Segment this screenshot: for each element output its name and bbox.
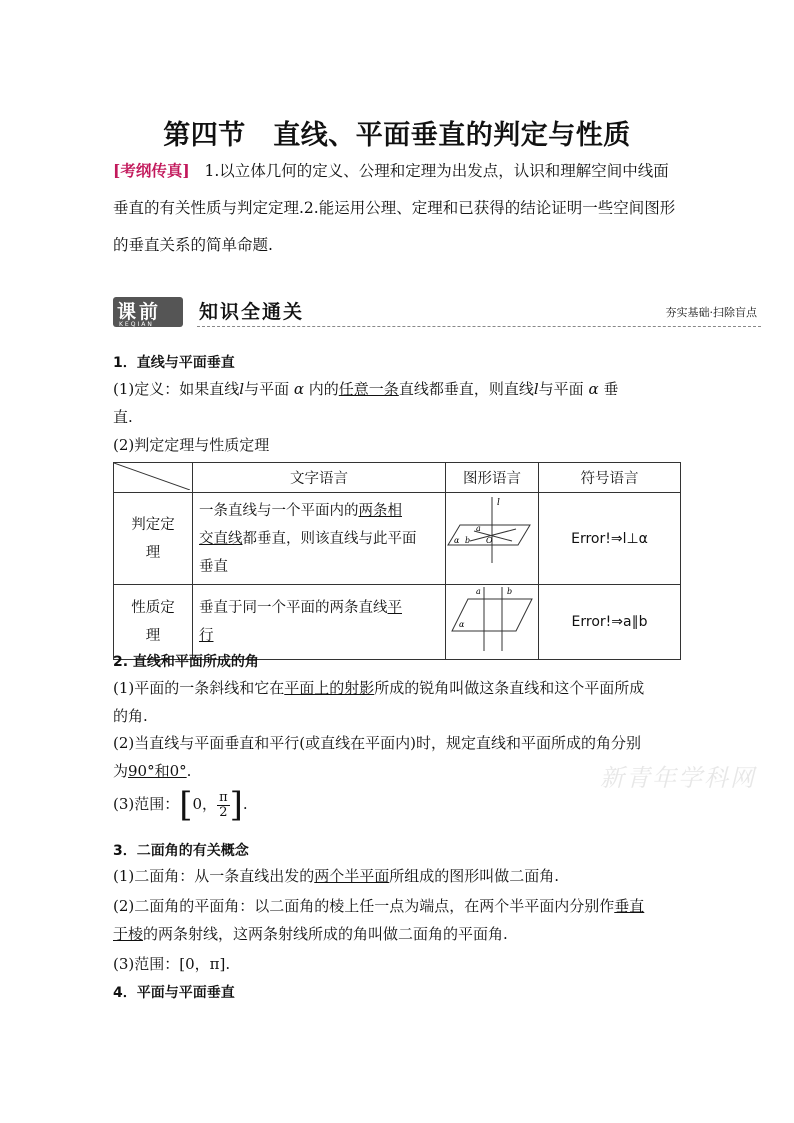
fig-label-a: a <box>476 524 481 533</box>
s2-p1 <box>113 674 683 730</box>
s2-p1b: 所成的锐角叫做这条直线和这个平面所成 <box>374 679 645 697</box>
banner-box <box>113 297 183 327</box>
watermark: 新青年学科网 <box>600 764 756 792</box>
banner-title: 知识全通关 <box>199 301 305 323</box>
definition-paragraph <box>113 375 683 431</box>
banner-box-sub: KEQIAN <box>119 321 154 328</box>
section-1-heading: 1．直线与平面垂直 <box>113 355 235 371</box>
s3-p2u1: 垂直 <box>614 897 645 915</box>
s2-p3: (3)范围：[0， $\frac{\pi}{2}$ ]. <box>113 785 248 825</box>
line-plane-perp-figure <box>446 493 536 580</box>
section-4-heading: 4．平面与平面垂直 <box>113 985 235 1001</box>
property-u2: 行 <box>199 628 214 644</box>
def-text-b: 与平面 <box>244 380 290 398</box>
var-l: l <box>239 380 245 398</box>
var-l-2: l <box>533 380 539 398</box>
section-3-heading: 3．二面角的有关概念 <box>113 843 249 859</box>
syllabus-paragraph <box>113 152 681 264</box>
corner-diagonal <box>114 463 190 490</box>
property-text <box>193 585 446 660</box>
s2-p3-end: . <box>242 795 248 813</box>
fig2-label-alpha: α <box>459 620 465 629</box>
row-label-property <box>114 585 193 660</box>
frac-den: 2 <box>219 804 228 820</box>
def-text-c: 内的 <box>308 380 339 398</box>
page-title: 第四节 直线、平面垂直的判定与性质 <box>163 120 631 151</box>
subsection-theorems: (2)判定定理与性质定理 <box>113 436 270 454</box>
s2-p3a: (3)范围： <box>113 795 180 813</box>
def-text-e: 与平面 <box>538 380 584 398</box>
syllabus-tag: [考纲传真] <box>113 161 190 180</box>
criterion-t3: 垂直 <box>199 558 228 575</box>
criterion-text <box>193 493 446 585</box>
s3-p2a: (2)二面角的平面角：以二面角的棱上任一点为端点，在两个半平面内分别作 <box>113 897 615 915</box>
s2-range-zero: 0， <box>192 795 218 813</box>
criterion-figure <box>446 493 539 585</box>
def-text-a: (1)定义：如果直线 <box>113 380 240 398</box>
fig-label-O: O <box>486 536 493 545</box>
s2-p2 <box>113 729 683 785</box>
def-underline: 任意一条 <box>338 380 399 398</box>
property-figure <box>446 585 539 660</box>
parallel-lines-figure <box>446 585 536 655</box>
def-text-d: 直线都垂直，则直线 <box>398 380 534 398</box>
s3-p2b: 的两条射线，这两条射线所成的角叫做二面角的平面角. <box>143 925 508 943</box>
label-b: 理 <box>145 544 161 561</box>
s2-p2a: (2)当直线与平面垂直和平行(或直线在平面内)时，规定直线和平面所成的角分别 <box>113 734 641 752</box>
s2-p1u: 平面上的射影 <box>284 679 375 697</box>
s2-p1c: 的角. <box>113 707 148 725</box>
fig-label-alpha: α <box>454 536 460 545</box>
criterion-t2: 都垂直，则该直线与此平面 <box>242 530 417 547</box>
var-alpha: α <box>293 380 304 398</box>
criterion-symbol: Error!⇒l⊥α <box>539 493 681 585</box>
fig-label-l: l <box>497 498 500 508</box>
banner-box-text: 课前 <box>117 301 162 323</box>
banner-subtitle: 夯实基础·扫除盲点 <box>665 306 757 319</box>
s3-p2 <box>113 892 683 948</box>
fig2-label-a: a <box>476 587 481 596</box>
property-symbol: Error!⇒a∥b <box>539 585 681 660</box>
fig2-label-b: b <box>507 587 513 596</box>
s2-p2u: 90°和0° <box>128 762 187 780</box>
s3-p1 <box>113 862 683 890</box>
s3-p2u2: 于棱 <box>113 925 144 943</box>
s2-p2b: 为 <box>113 762 129 780</box>
s3-p1a: (1)二面角：从一条直线出发的 <box>113 867 315 885</box>
label-a: 判定定 <box>131 516 175 533</box>
def-text-g: 直. <box>113 408 133 426</box>
fig-label-b: b <box>465 536 471 545</box>
def-text-f: 垂 <box>603 380 619 398</box>
s2-p1a: (1)平面的一条斜线和它在 <box>113 679 285 697</box>
row-label-criterion <box>114 493 193 585</box>
syllabus-text: 1.以立体几何的定义、公理和定理为出发点，认识和理解空间中线面垂直的有关性质与判定定理.2.能运用公理、定理和已获得的结论证明一些空间图形的垂直关系的简单命题. <box>113 162 676 254</box>
criterion-u2: 交直线 <box>199 530 243 547</box>
s3-p1b: 所组成的图形叫做二面角. <box>389 867 560 885</box>
header-symbol-lang: 符号语言 <box>539 463 681 493</box>
header-figure-lang: 图形语言 <box>446 463 539 493</box>
s3-p1u: 两个半平面 <box>314 867 390 885</box>
s2-p2c: . <box>186 762 192 780</box>
var-alpha-2: α <box>588 380 599 398</box>
label-a-2: 性质定 <box>131 600 175 616</box>
banner-divider <box>197 326 761 327</box>
section-banner <box>113 295 761 331</box>
s3-p3: (3)范围：[0，π]. <box>113 955 231 973</box>
criterion-t1: 一条直线与一个平面内的 <box>199 502 359 519</box>
property-u1: 平 <box>387 600 402 616</box>
header-text-lang: 文字语言 <box>193 463 446 493</box>
label-b-2: 理 <box>145 628 161 644</box>
table-corner <box>114 463 193 493</box>
property-t1: 垂直于同一个平面的两条直线 <box>199 600 388 616</box>
pi-over-2 <box>217 791 230 820</box>
criterion-u1: 两条相 <box>358 502 402 519</box>
theorem-table <box>113 462 681 660</box>
frac-num: π <box>219 789 228 805</box>
section-2-heading: 2. 直线和平面所成的角 <box>113 654 259 670</box>
